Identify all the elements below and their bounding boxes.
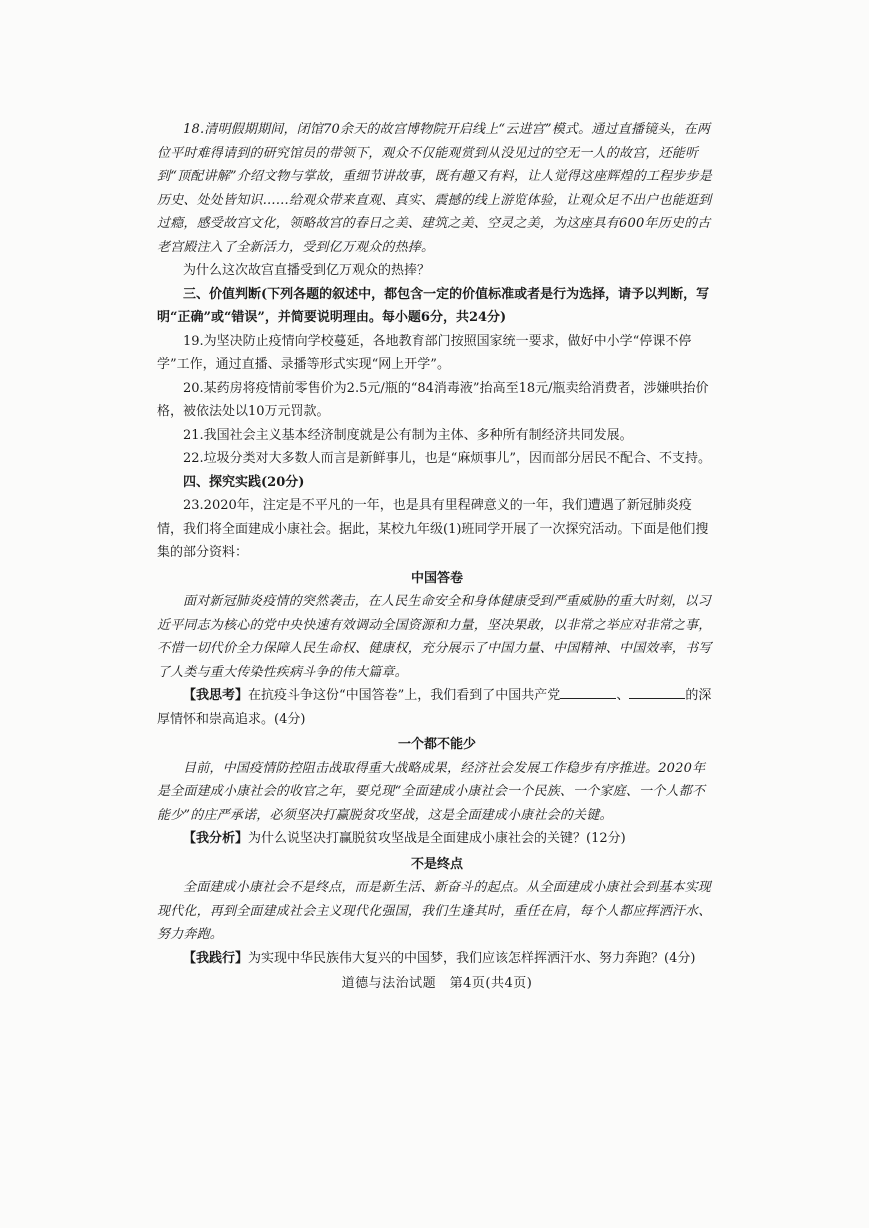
part3-tag: 【我践行】	[183, 950, 249, 966]
part1-question-before: 在抗疫斗争这份“中国答卷”上，我们看到了中国共产党	[248, 688, 561, 703]
part1-question	[157, 684, 717, 731]
part2-text: 目前，中国疫情防控阻击战取得重大战略成果，经济社会发展工作稳步有序推进。2020年是全面建成小康社会的收官之年，要兑现“全面建成小康社会一个民族、一个家庭、一个人都不能少”的庄严承诺，必须坚决打赢脱贫攻坚战，这是全面建成小康社会的关键。	[157, 760, 706, 823]
part3-title: 不是终点	[410, 856, 463, 872]
answer-blank-2[interactable]	[629, 684, 685, 699]
q20-item: 20.某药房将疫情前零售价为2.5元/瓶的“84消毒液”抬高至18元/瓶卖给消费者，涉嫌哄抬价格，被依法处以10万元罚款。	[157, 380, 709, 419]
part1-question-after: 的深厚情怀和崇高追求。(4分)	[157, 688, 712, 727]
q19-item: 19.为坚决防止疫情向学校蔓延，各地教育部门按照国家统一要求，做好中小学“停课不停学”工作，通过直播、录播等形式实现“网上开学”。	[157, 333, 692, 372]
exam-content	[157, 118, 717, 996]
part1-question-sep: 、	[616, 688, 630, 703]
part2-title: 一个都不能少	[397, 737, 476, 752]
q23-intro: 23.2020年，注定是不平凡的一年，也是具有里程碑意义的一年，我们遭遇了新冠肺炎疫情，我们将全面建成小康社会。据此，某校九年级(1)班同学开展了一次探究活动。下面是他们搜集的部分资料：	[157, 498, 709, 560]
part1-text: 面对新冠肺炎疫情的突然袭击，在人民生命安全和身体健康受到严重威胁的重大时刻，以习近平同志为核心的党中央快速有效调动全国资源和力量，坚决果敢，以非常之举应对非常之事，不惜一切代价全力保障人民生命权、健康权，充分展示了中国力量、中国精神、中国效率，书写了人类与重大传染性疾病斗争的伟大篇章。	[157, 594, 712, 680]
part3-text: 全面建成小康社会不是终点，而是新生活、新奋斗的起点。从全面建成小康社会到基本实现现代化，再到全面建成社会主义现代化强国，我们生逢其时，重任在肩，每个人都应挥洒汗水、努力奔跑。	[157, 880, 712, 942]
page-footer: 道德与法治试题 第4页(共4页)	[341, 976, 533, 991]
part1-title: 中国答卷	[410, 570, 463, 586]
section4-heading: 四、探究实践(20分)	[183, 474, 305, 490]
q18-question: 为什么这次故宫直播受到亿万观众的热捧？	[183, 263, 431, 278]
part2-question-text: 为什么说坚决打赢脱贫攻坚战是全面建成小康社会的关键？(12分)	[248, 831, 626, 846]
q21-item: 21.我国社会主义基本经济制度就是公有制为主体、多种所有制经济共同发展。	[183, 427, 633, 443]
q22-item: 22.垃圾分类对大多数人而言是新鲜事儿，也是“麻烦事儿”，因而部分居民不配合、不支持。	[183, 451, 711, 466]
part2-tag: 【我分析】	[183, 831, 249, 846]
part1-tag: 【我思考】	[183, 688, 249, 703]
part2-question	[157, 827, 717, 851]
part3-question	[157, 947, 717, 971]
part3-question-text: 为实现中华民族伟大复兴的中国梦，我们应该怎样挥洒汗水、努力奔跑？(4分)	[248, 950, 696, 966]
answer-blank-1[interactable]	[560, 684, 616, 699]
q18-passage: 18.清明假期期间，闭馆70余天的故宫博物院开启线上“云进宫”模式。通过直播镜头，在两位平时难得请到的研究馆员的带领下，观众不仅能观赏到从没见过的空无一人的故宫，还能听到“顶配讲解”介绍文物与掌故，重细节讲故事，既有趣又有料，让人觉得这座辉煌的工程步步是历史、处处皆知识……给观众带来直观、真实、震撼的线上游览体验，让观众足不出户也能逛到过瘾，感受故宫文化，领略故宫的春日之美、建筑之美、空灵之美，为这座具有600年历史的古老宫殿注入了全新活力，受到亿万观众的热捧。	[157, 122, 712, 255]
section3-heading: 三、价值判断(下列各题的叙述中，都包含一定的价值标准或者是行为选择，请予以判断，写明“正确”或“错误”，并简要说明理由。每小题6分，共24分)	[157, 286, 710, 325]
